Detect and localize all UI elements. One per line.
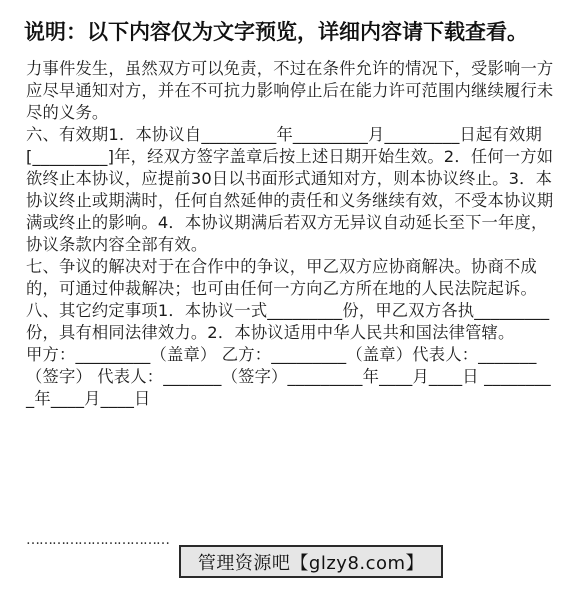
paragraph-other-terms: 八、其它约定事项1．本协议一式_________份，甲乙双方各执_________份，具有相同法律效力。2．本协议适用中华人民共和国法律管辖。 [26, 301, 550, 342]
site-banner-label: 管理资源吧【glzy8.com】 [197, 552, 425, 574]
paragraph-force-majeure: 力事件发生，虽然双方可以免责，不过在条件允许的情况下，受影响一方应尽早通知对方，并在不可抗力影响停止后在能力许可范围内继续履行未尽的义务。 [26, 59, 554, 122]
paragraph-validity: 六、有效期1．本协议自_________年_________月_________日起有效期[_________]年，经双方签字盖章后按上述日期开始生效。2．任何一方如欲终止本协议，应提前30日以书面形式通知对方，则本协议终止。3．本协议终止或期满时，任何自然延伸的责任和义务继续有效，不受本协议期满或终止的影响。4．本协议期满后若双方无异议自动延长至下一年度，协议条款内容全部有效。 [26, 125, 554, 254]
paragraph-signatures: 甲方：_________（盖章） 乙方：_________（盖章）代表人：_______（签字） 代表人：_______（签字）_________年____月____日 _________年____月____日 [26, 345, 551, 408]
preview-notice: 说明：以下内容仅为文字预览，详细内容请下载查看。 [24, 20, 528, 44]
document-body [26, 58, 556, 410]
ellipsis-divider: …………………………… [26, 532, 169, 548]
paragraph-dispute: 七、争议的解决对于在合作中的争议，甲乙双方应协商解决。协商不成的，可通过仲裁解决；也可由任何一方向乙方所在地的人民法院起诉。 [26, 257, 537, 298]
site-banner[interactable] [179, 545, 443, 578]
